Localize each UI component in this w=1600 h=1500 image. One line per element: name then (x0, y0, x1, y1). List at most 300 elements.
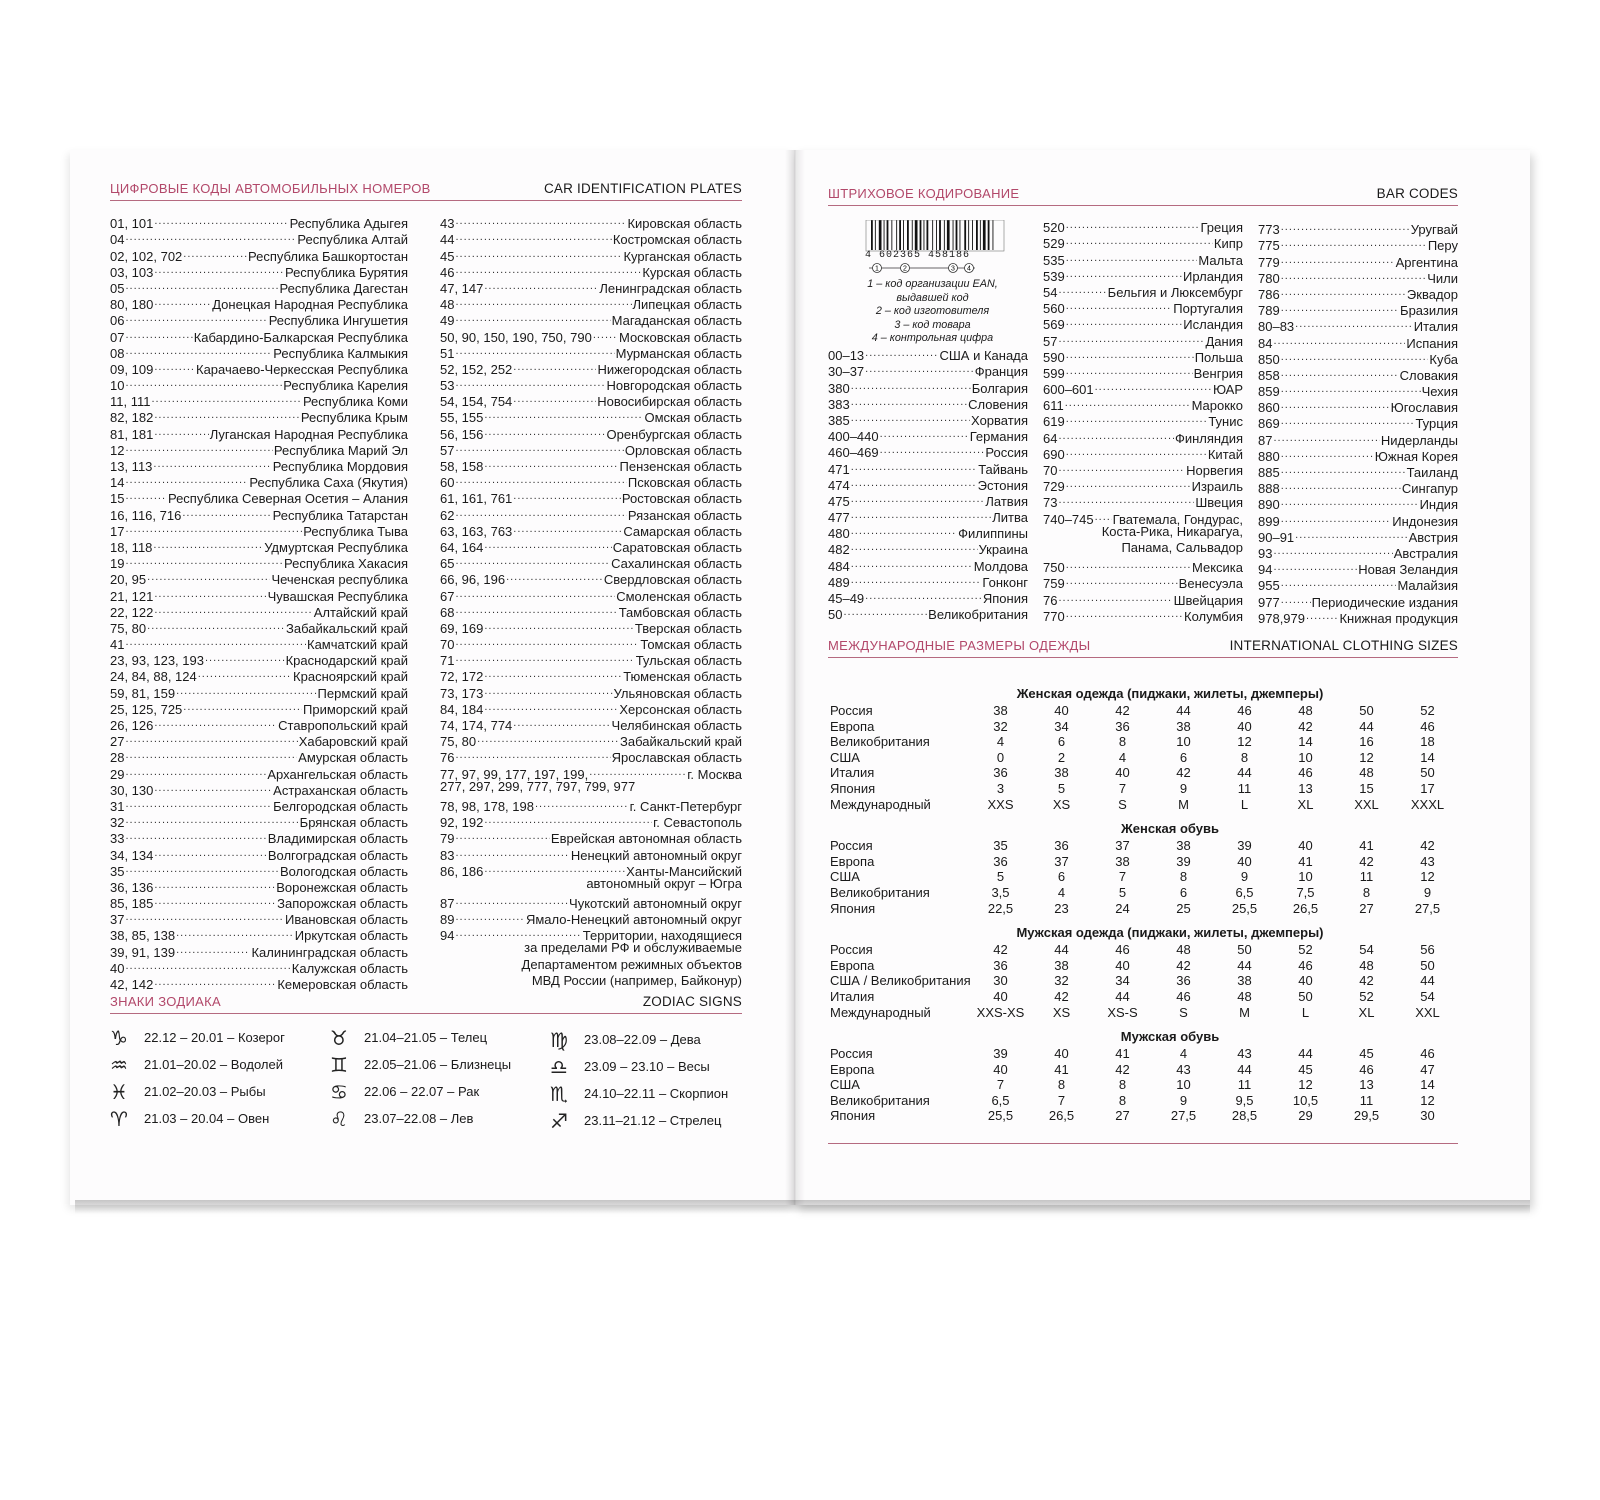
barcode-country-row (828, 344, 1028, 364)
size-cell: 36 (1054, 838, 1069, 854)
table-spacer (830, 812, 1510, 820)
barcode-country-row-name: Норвегия (1186, 463, 1243, 478)
barcode-country-row-name: Турция (1415, 416, 1458, 432)
size-cell: 42 (1298, 718, 1313, 734)
zodiac-dates: 24.10–22.11 – Скорпион (584, 1086, 729, 1101)
barcode-country-row-name: Перу (1427, 238, 1458, 254)
barcode-country-row-name: Мальта (1198, 252, 1243, 268)
size-cell: 42 (1115, 703, 1130, 718)
plate-row-name: Саратовская область (612, 539, 742, 555)
bar-codes-column-2 (1043, 216, 1243, 624)
dot-leader (484, 811, 652, 827)
barcode-country-row-code: 482 (828, 542, 850, 558)
barcode-bar (907, 220, 909, 250)
size-cell: 7 (1118, 780, 1127, 796)
barcode-country-row-code: 789 (1258, 303, 1280, 319)
plate-row-code: 66, 96, 196 (440, 572, 506, 588)
size-cell: 38 (1115, 853, 1130, 869)
plate-row-code: 84, 184 (440, 701, 484, 717)
size-cell: 9,5 (1235, 1092, 1254, 1108)
dot-leader (851, 571, 982, 587)
size-cell: 7 (1057, 1092, 1066, 1108)
size-cell: 8 (1240, 749, 1249, 765)
barcode-country-row-code: 569 (1043, 317, 1065, 333)
barcode-country-row-code: 600–601 (1043, 382, 1094, 398)
plate-row-name: Калининградская область (251, 944, 408, 960)
barcode-country-row-name: Израиль (1191, 479, 1243, 495)
plate-row-name: Волгоградская область (267, 847, 408, 863)
plate-row-code: 33 (110, 831, 125, 847)
barcode-country-row-code: 729 (1043, 479, 1065, 495)
dot-leader (455, 212, 626, 228)
plate-row-code: 04 (110, 232, 125, 248)
clothing-sizes-bottom-rule (828, 1143, 1458, 1144)
dot-leader (455, 293, 631, 309)
dot-leader (1058, 426, 1174, 442)
zodiac-dates: 22.06 – 22.07 – Рак (364, 1084, 480, 1099)
barcode-country-row-code: 858 (1258, 367, 1280, 383)
barcode-bar (939, 220, 941, 250)
size-cell: 37 (1115, 838, 1130, 854)
size-cell: 12 (1420, 1092, 1435, 1108)
dot-leader (125, 908, 284, 924)
plate-row-code: 27 (110, 734, 125, 750)
plate-row-name: Ставропольский край (278, 718, 408, 733)
size-cell: 41 (1115, 1046, 1130, 1062)
dot-leader (176, 924, 294, 940)
size-cell: 50 (1359, 703, 1374, 718)
plate-row-name: Карачаево-Черкесская Республика (196, 361, 408, 377)
dot-leader (125, 277, 278, 293)
capricorn-icon: ♑ (110, 1025, 128, 1050)
size-row-label: США / Великобритания (830, 973, 971, 989)
barcode-country-row-code: 30–37 (828, 364, 865, 380)
size-cell: 36 (993, 765, 1008, 781)
dot-leader (506, 568, 603, 584)
dot-leader (125, 309, 267, 325)
plate-row-code: 21, 121 (110, 588, 154, 604)
plate-row (440, 876, 742, 892)
zodiac-column-1 (110, 1024, 285, 1132)
dot-leader (484, 665, 622, 681)
plate-row-code: 41 (110, 637, 125, 653)
size-table-row (830, 901, 1510, 917)
size-cell: 40 (1237, 718, 1252, 734)
size-table-row (830, 734, 1510, 750)
dot-leader (513, 714, 610, 730)
plate-row-name: Республика Хакасия (284, 556, 408, 572)
plate-row-code: 62 (440, 507, 455, 523)
dot-leader (1273, 558, 1357, 574)
barcode-country-row-text: Панама, Сальвадор (1121, 539, 1243, 555)
plate-row-code: 80, 180 (110, 297, 154, 313)
plate-row-code: 71 (440, 653, 455, 669)
size-cell: 18 (1420, 734, 1435, 750)
size-cell: 10 (1298, 749, 1313, 765)
zodiac-dates: 21.01–20.02 – Водолей (144, 1057, 283, 1072)
dot-leader (455, 601, 617, 617)
size-cell: 54 (1359, 942, 1374, 958)
zodiac-item (550, 1107, 728, 1134)
plate-row-code: 51 (440, 345, 455, 361)
dot-leader (1281, 299, 1399, 315)
size-cell: 43 (1420, 853, 1435, 869)
barcode-bar (887, 220, 889, 250)
size-cell: 9 (1179, 1092, 1188, 1108)
dot-leader (851, 506, 992, 522)
plate-row-name: Курская область (642, 264, 742, 280)
size-cell: 46 (1420, 1046, 1435, 1062)
size-table-row (830, 781, 1510, 797)
barcode-country-row-code: 786 (1258, 286, 1280, 302)
size-cell: 8 (1118, 1077, 1127, 1093)
barcode-country-row-name: Молдова (973, 558, 1028, 574)
plate-row-text: Департаментом режимных объектов (521, 956, 742, 972)
size-cell: 48 (1176, 942, 1191, 958)
size-cell: 3 (996, 780, 1005, 796)
dot-leader (154, 422, 208, 438)
barcode-country-row-code: 94 (1258, 562, 1273, 578)
zodiac-dates: 23.07–22.08 – Лев (364, 1111, 474, 1126)
plate-row-name: Еврейская автономная область (550, 831, 742, 847)
plate-row-code: 28 (110, 750, 125, 766)
dot-leader (125, 746, 297, 762)
plate-row-name: Чувашская Республика (267, 588, 408, 604)
dot-leader (125, 228, 296, 244)
size-cell: 30 (993, 973, 1008, 989)
plate-row-code: 89 (440, 912, 455, 928)
dot-leader (1306, 607, 1338, 623)
table-spacer (830, 1020, 1510, 1028)
plate-row-name: Ямало-Ненецкий автономный округ (525, 912, 742, 928)
plate-row-name: Свердловская область (603, 572, 742, 588)
size-cell: 4 (1057, 884, 1066, 900)
zodiac-dates: 23.08–22.09 – Дева (584, 1032, 701, 1047)
barcode-country-row-name: Хорватия (971, 412, 1028, 428)
barcode-country-row-code: 859 (1258, 384, 1280, 400)
zodiac-item (110, 1051, 285, 1078)
plate-row-code: 02, 102, 702 (110, 248, 183, 264)
zodiac-item (110, 1024, 285, 1051)
plate-row-name: Территории, находящиеся (582, 928, 742, 944)
plate-row-name: Архангельская область (267, 766, 408, 782)
dot-leader (125, 374, 282, 390)
dot-leader (851, 457, 978, 473)
size-cell: 40 (1054, 1046, 1069, 1062)
plate-row-name: Запорожская область (277, 896, 408, 912)
plate-row-code: 54, 154, 754 (440, 394, 513, 410)
plate-row-name: Республика Бурятия (284, 264, 408, 280)
size-row-label: США (830, 869, 860, 885)
zodiac-item (550, 1080, 728, 1107)
dot-leader (851, 376, 971, 392)
plate-row-name: Республика Марий Эл (273, 442, 408, 458)
barcode-country-row-name: Украина (978, 542, 1028, 558)
dot-leader (851, 474, 977, 490)
dot-leader (154, 892, 276, 908)
plate-row-name: Челябинская область (611, 718, 742, 733)
barcode-country-row-code: 00–13 (828, 348, 865, 364)
plate-row-code: 29 (110, 766, 125, 782)
dot-leader (147, 568, 270, 584)
plate-row-code: 40 (110, 960, 125, 976)
barcode-country-row-code: 750 (1043, 560, 1065, 576)
barcode-country-row-name: Книжная продукция (1339, 610, 1458, 626)
size-cell: 44 (1298, 1046, 1313, 1062)
plate-row-code: 06 (110, 313, 125, 329)
dot-leader (1281, 590, 1311, 606)
plate-row-code: 87 (440, 896, 455, 912)
size-cell: 40 (1115, 765, 1130, 781)
barcode-country-row-code: 611 (1043, 398, 1064, 414)
dot-leader (455, 374, 605, 390)
dot-leader (1058, 329, 1204, 345)
plate-row-name: Калужская область (291, 960, 408, 976)
size-cell: 37 (1054, 853, 1069, 869)
plate-row-name: Забайкальский край (619, 734, 742, 750)
barcode-country-row-code: 888 (1258, 481, 1280, 497)
plate-row-code: 05 (110, 280, 125, 296)
aries-icon: ♈ (110, 1106, 128, 1131)
dot-leader (484, 681, 612, 697)
size-table-title: Женская обувь (1120, 821, 1219, 837)
size-table-row (830, 1046, 1510, 1062)
size-cell: 34 (1054, 718, 1069, 734)
barcode-country-row-name: Финляндия (1174, 430, 1243, 446)
size-cell: 48 (1359, 765, 1374, 781)
plate-row-code: 63, 163, 763 (440, 523, 513, 539)
size-cell: L (1240, 796, 1249, 812)
dot-leader (1281, 348, 1429, 364)
dot-leader (1281, 218, 1410, 234)
zodiac-item (110, 1078, 285, 1105)
barcode-country-row-name: Гонконг (982, 574, 1028, 590)
plate-row-name: Республика Адыгея (289, 216, 408, 232)
plate-row-code: 10 (110, 378, 125, 394)
barcode-country-row-name: Гватемала, Гондурас, (1112, 511, 1243, 527)
barcode-country-row-name: Швеция (1195, 495, 1243, 511)
barcode-country-row-name: Венгрия (1193, 365, 1243, 381)
size-row-label: Европа (830, 718, 875, 734)
size-cell: XXS (987, 796, 1014, 812)
plate-row-name: Республика Алтай (297, 232, 408, 248)
dot-leader (477, 730, 619, 746)
barcode-country-row-name: США и Канада (939, 348, 1028, 364)
size-table-row (830, 989, 1510, 1005)
plate-row-name: Ярославская область (611, 750, 742, 766)
size-cell: S (1179, 1004, 1188, 1020)
size-cell: 4 (1118, 749, 1127, 765)
plate-row (110, 212, 408, 232)
dot-leader (455, 827, 549, 843)
barcode-country-row-name: Ирландия (1182, 268, 1243, 284)
size-cell: 35 (993, 838, 1008, 854)
dot-leader (154, 358, 195, 374)
barcode-country-row-code: 80–83 (1258, 319, 1295, 335)
barcode-country-row-name: Аргентина (1395, 254, 1458, 270)
size-cell: 50 (1420, 765, 1435, 781)
dot-leader (1281, 267, 1427, 283)
clothing-sizes-title-en: INTERNATIONAL CLOTHING SIZES (1229, 638, 1458, 653)
dot-leader (125, 439, 272, 455)
size-cell: 6,5 (1235, 884, 1254, 900)
plate-row-code: 85, 185 (110, 896, 154, 912)
dot-leader (851, 554, 973, 570)
barcode-country-row-name: Великобритания (928, 607, 1028, 623)
size-cell: 54 (1420, 988, 1435, 1004)
barcode-bar (947, 220, 950, 250)
marker-3: 3 (951, 265, 955, 273)
plate-row-code: 64, 164 (440, 539, 484, 555)
size-cell: 44 (1237, 765, 1252, 781)
barcode-country-row-code: 57 (1043, 333, 1058, 349)
plate-row-name: Республика Тыва (303, 523, 408, 539)
size-cell: 7 (996, 1077, 1005, 1093)
size-cell: 50 (1237, 942, 1252, 958)
barcode-country-row-code: 45–49 (828, 591, 865, 606)
size-cell: 8 (1179, 869, 1188, 885)
size-cell: 13 (1298, 780, 1313, 796)
barcode-country-row-code: 474 (828, 477, 850, 493)
dot-leader (535, 795, 629, 811)
dot-leader (1281, 493, 1419, 509)
barcode-note-line: 4 – контрольная цифра (871, 332, 994, 344)
dot-leader (455, 649, 634, 665)
plate-row-code: 83 (440, 847, 455, 863)
plate-row-code: 57 (440, 442, 455, 458)
dot-leader (125, 552, 283, 568)
barcode-legend (840, 278, 1025, 346)
zodiac-column-2 (330, 1024, 511, 1132)
size-cell: M (1239, 1004, 1250, 1020)
barcode-country-row-code: 90–91 (1258, 529, 1295, 545)
size-cell: 44 (1054, 942, 1069, 958)
size-cell: 26,5 (1048, 1108, 1075, 1124)
plate-row-code: 82, 182 (110, 410, 154, 426)
marker-4: 4 (967, 265, 971, 273)
barcode-country-row (1258, 364, 1458, 383)
barcode-note-line: 3 – код товара (894, 318, 971, 331)
size-cell: 36 (993, 853, 1008, 869)
dot-leader (1058, 459, 1185, 475)
dot-leader (154, 973, 276, 989)
barcode-country-row-name: Литва (992, 510, 1028, 526)
plate-row-name: Республика Крым (300, 410, 408, 426)
barcode-country-row-name: Тайвань (978, 461, 1028, 477)
plate-row-code: 94 (440, 928, 455, 944)
plate-row-code: 09, 109 (110, 361, 154, 377)
dot-leader (455, 843, 569, 859)
dot-leader (125, 342, 272, 358)
dot-leader (455, 552, 610, 568)
size-cell: 22,5 (987, 900, 1014, 916)
dot-leader (865, 360, 974, 376)
size-row-label: Великобритания (830, 884, 930, 900)
dot-leader (151, 390, 301, 406)
size-cell: 40 (1298, 838, 1313, 854)
plate-row-code: 76 (440, 750, 455, 766)
plate-row-name: Смоленская область (616, 588, 742, 604)
dot-leader (154, 212, 288, 228)
barcode-country-row-name: Таиланд (1406, 465, 1458, 480)
plate-row-name: Брянская область (299, 815, 408, 831)
size-cell: 39 (1237, 838, 1252, 854)
size-cell: 44 (1176, 703, 1191, 718)
size-cell: 4 (1179, 1046, 1188, 1062)
dot-leader (865, 587, 982, 603)
plate-row-code: 38, 85, 138 (110, 928, 176, 944)
size-cell: 46 (1359, 1061, 1374, 1077)
size-cell: 36 (1115, 718, 1130, 734)
plate-row-name: Владимирская область (267, 831, 408, 847)
barcode-country-row-name: Германия (969, 429, 1028, 445)
barcode-country-row-code: 50 (828, 607, 843, 623)
plate-row-code: 60 (440, 475, 455, 491)
barcode-country-row (1043, 556, 1243, 576)
dot-leader (176, 681, 316, 697)
size-cell: 2 (1057, 749, 1066, 765)
plate-row-name: Ульяновская область (613, 685, 742, 701)
barcode-bar (903, 220, 904, 250)
zodiac-dates: 22.12 – 20.01 – Козерог (144, 1030, 285, 1045)
plate-row-code: 24, 84, 88, 124 (110, 669, 197, 685)
dot-leader (125, 762, 266, 778)
size-cell: 13 (1359, 1077, 1374, 1093)
dot-leader (484, 860, 625, 876)
plate-row-name: Республика Татарстан (272, 507, 408, 523)
barcode-country-row-name: Марокко (1191, 398, 1243, 414)
size-table-row (830, 958, 1510, 974)
barcode-country-row-name: Испания (1406, 335, 1458, 351)
plate-row-name: Донецкая Народная Республика (212, 297, 408, 313)
size-cell: 12 (1420, 869, 1435, 885)
size-row-label: Россия (830, 703, 873, 718)
size-table-row (830, 1108, 1510, 1124)
size-cell: 46 (1115, 942, 1130, 958)
size-cell: 14 (1298, 734, 1313, 750)
plate-row (440, 892, 742, 912)
size-cell: 38 (993, 703, 1008, 718)
size-cell: 25 (1176, 900, 1191, 916)
dot-leader (1281, 396, 1390, 412)
dot-leader (1281, 445, 1374, 461)
size-cell: 44 (1359, 718, 1374, 734)
plate-row-code: 79 (440, 831, 455, 847)
bar-codes-column-3 (1258, 218, 1458, 626)
plate-row-code: 23, 93, 123, 193 (110, 653, 204, 669)
plate-row-code: 43 (440, 216, 455, 232)
barcode-country-row-name: Италия (1413, 319, 1458, 335)
barcode-note-line: 2 – код изготовителя (875, 305, 990, 317)
barcode-country-row-code: 70 (1043, 463, 1058, 478)
plate-row-name: Республика Дагестан (279, 280, 408, 296)
size-table-title: Женская одежда (пиджаки, жилеты, джемперы) (1016, 686, 1324, 701)
dot-leader (880, 425, 969, 441)
barcode-country-row-name: Филиппины (958, 526, 1028, 542)
barcode-bars-image (865, 220, 1005, 252)
pisces-icon: ♓ (110, 1079, 128, 1104)
size-cell: 9 (1423, 884, 1432, 900)
size-cell: 45 (1298, 1061, 1313, 1077)
size-row-label: Россия (830, 1046, 873, 1062)
plate-row-name: Пензенская область (619, 459, 742, 474)
size-cell: XS (1052, 1004, 1071, 1020)
barcode-country-row-code: 380 (828, 380, 850, 396)
barcode-country-row-code: 955 (1258, 578, 1280, 594)
barcode-country-row-code: 977 (1258, 594, 1280, 610)
size-cell: 11 (1359, 869, 1374, 885)
plate-row-name: Кабардино-Балкарская Республика (193, 329, 408, 345)
